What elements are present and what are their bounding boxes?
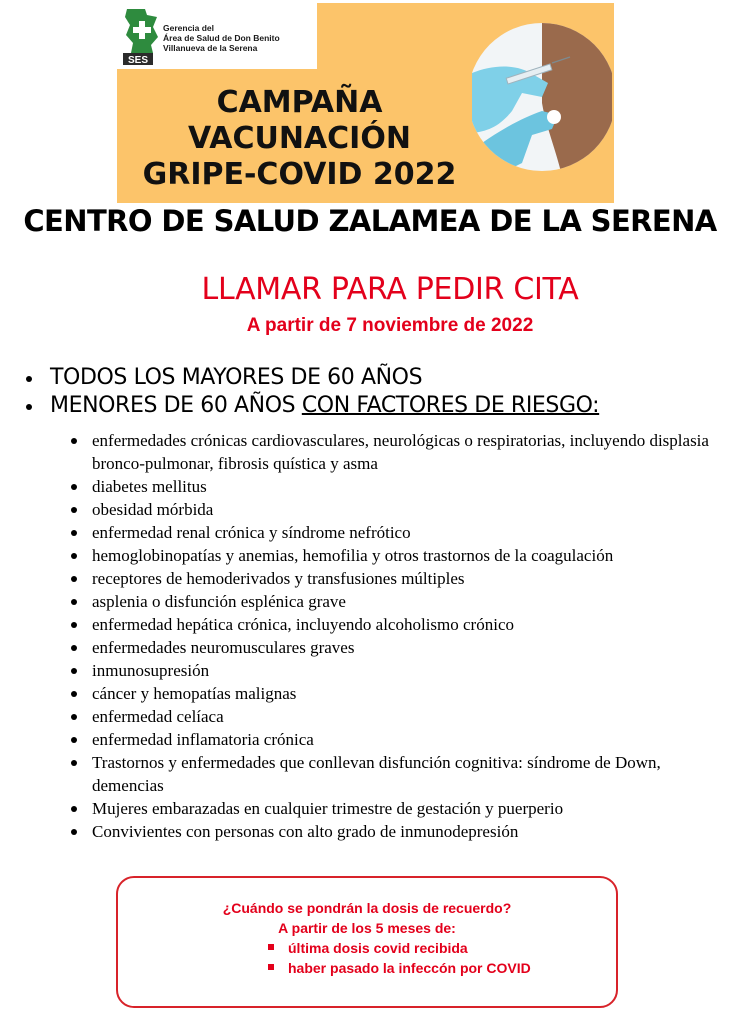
booster-intro: A partir de los 5 meses de: (278, 920, 456, 936)
target-groups (24, 364, 599, 420)
list-item: enfermedades neuromusculares graves (68, 636, 733, 659)
ses-abbrev: SES (127, 55, 149, 65)
campaign-banner (117, 3, 614, 203)
ses-logo (117, 3, 317, 69)
list-item: diabetes mellitus (68, 475, 733, 498)
vaccination-photo (472, 13, 612, 203)
cotton-pad (547, 110, 561, 124)
arm-shape (542, 13, 612, 203)
list-item: haber pasado la infeccón por COVID (266, 958, 531, 978)
ses-logo-mark (123, 7, 161, 65)
campaign-line: CAMPAÑA (216, 85, 383, 120)
list-item: enfermedad renal crónica y síndrome nefrótico (68, 521, 733, 544)
list-item: enfermedad inflamatoria crónica (68, 728, 733, 751)
list-item: asplenia o disfunción esplénica grave (68, 590, 733, 613)
logo-line: Área de Salud de Don Benito (163, 33, 280, 43)
campaign-line: GRIPE-COVID 2022 (142, 157, 457, 192)
list-item: enfermedad celíaca (68, 705, 733, 728)
list-item: última dosis covid recibida (266, 938, 531, 958)
list-item: hemoglobinopatías y anemias, hemofilia y otros trastornos de la coagulación (68, 544, 733, 567)
group-label: MENORES DE 60 AÑOS (50, 393, 302, 418)
campaign-title (127, 85, 472, 193)
list-item: inmunosupresión (68, 659, 733, 682)
logo-line: Gerencia del (163, 23, 215, 33)
bullet-icon (26, 404, 32, 410)
group-label-underlined: CON FACTORES DE RIESGO: (301, 393, 600, 418)
list-item: receptores de hemoderivados y transfusiones múltiples (68, 567, 733, 590)
list-item: enfermedades crónicas cardiovasculares, neurológicas o respiratorias, incluyendo displasia bronco-pulmonar, fibrosis quística y asma (68, 429, 733, 475)
campaign-line: VACUNACIÓN (188, 121, 411, 156)
list-item: Mujeres embarazadas en cualquier trimestre de gestación y puerperio (68, 797, 733, 820)
logo-text (163, 23, 280, 53)
health-center-title: CENTRO DE SALUD ZALAMEA DE LA SERENA (23, 204, 717, 238)
call-heading: LLAMAR PARA PEDIR CITA (201, 272, 579, 307)
bullet-icon (26, 376, 32, 382)
risk-conditions-list (68, 429, 733, 843)
booster-info-box (116, 876, 618, 1008)
booster-question: ¿Cuándo se pondrán la dosis de recuerdo? (222, 900, 512, 916)
list-item: obesidad mórbida (68, 498, 733, 521)
list-item: Trastornos y enfermedades que conllevan disfunción cognitiva: síndrome de Down, demencias (68, 751, 733, 797)
logo-line: Villanueva de la Serena (163, 43, 258, 53)
call-date: A partir de 7 noviembre de 2022 (246, 315, 534, 336)
list-item: cáncer y hemopatías malignas (68, 682, 733, 705)
booster-list (266, 938, 531, 978)
group-label: TODOS LOS MAYORES DE 60 AÑOS (50, 365, 423, 390)
group-under-60 (24, 392, 599, 420)
list-item: enfermedad hepática crónica, incluyendo alcoholismo crónico (68, 613, 733, 636)
group-over-60 (24, 364, 599, 392)
list-item: Convivientes con personas con alto grado de inmunodepresión (68, 820, 733, 843)
